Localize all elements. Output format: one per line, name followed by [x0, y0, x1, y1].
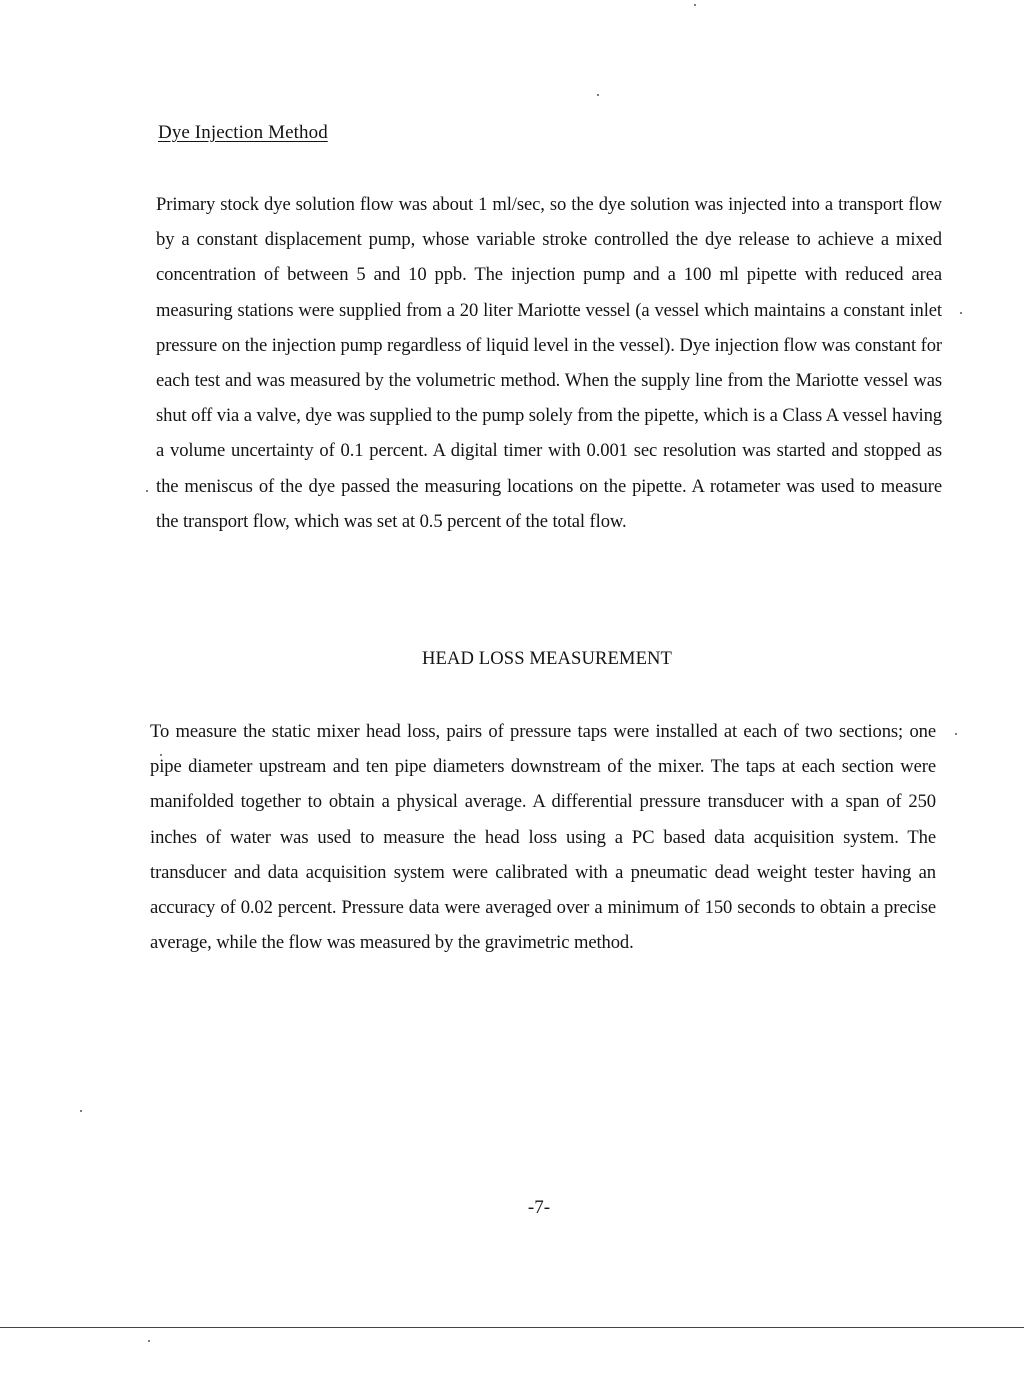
scan-edge-line: [0, 1327, 1024, 1328]
head-loss-paragraph: To measure the static mixer head loss, pairs of pressure taps were installed at each of two sections; one pipe diameter upstream and ten pipe diameters downstream of the mixer. The taps at each section were manifolded together to obtain a physical average. A differential pressure transducer with a span of 250 inches of water was used to measure the head loss using a PC based data acquisition system. The transducer and data acquisition system were calibrated with a pneumatic dead weight tester having an accuracy of 0.02 percent. Pressure data were averaged over a minimum of 150 seconds to obtain a precise average, while the flow was measured by the gravimetric method.: [150, 721, 936, 954]
scan-speck: [955, 733, 957, 735]
scan-speck: [960, 312, 962, 314]
scan-speck: [146, 490, 148, 492]
scan-speck: [160, 754, 162, 756]
scan-speck: [597, 94, 599, 96]
scan-speck: [148, 1340, 150, 1342]
page-number: -7-: [527, 1197, 551, 1218]
head-loss-heading: HEAD LOSS MEASUREMENT: [421, 648, 673, 669]
scan-speck: [80, 1110, 82, 1112]
scan-speck: [694, 4, 696, 6]
dye-injection-paragraph: Primary stock dye solution flow was about 1 ml/sec, so the dye solution was injected into a transport flow by a constant displacement pump, whose variable stroke controlled the dye release to achieve a mixed concentration of between 5 and 10 ppb. The injection pump and a 100 ml pipette with reduced area measuring stations were supplied from a 20 liter Mariotte vessel (a vessel which maintains a constant inlet pressure on the injection pump regardless of liquid level in the vessel). Dye injection flow was constant for each test and was measured by the volumetric method. When the supply line from the Mariotte vessel was shut off via a valve, dye was supplied to the pump solely from the pipette, which is a Class A vessel having a volume uncertainty of 0.1 percent. A digital timer with 0.001 sec resolution was started and stopped as the meniscus of the dye passed the measuring locations on the pipette. A rotameter was used to measure the transport flow, which was set at 0.5 percent of the total flow.: [156, 194, 942, 532]
section-heading: Dye Injection Method: [158, 122, 328, 143]
